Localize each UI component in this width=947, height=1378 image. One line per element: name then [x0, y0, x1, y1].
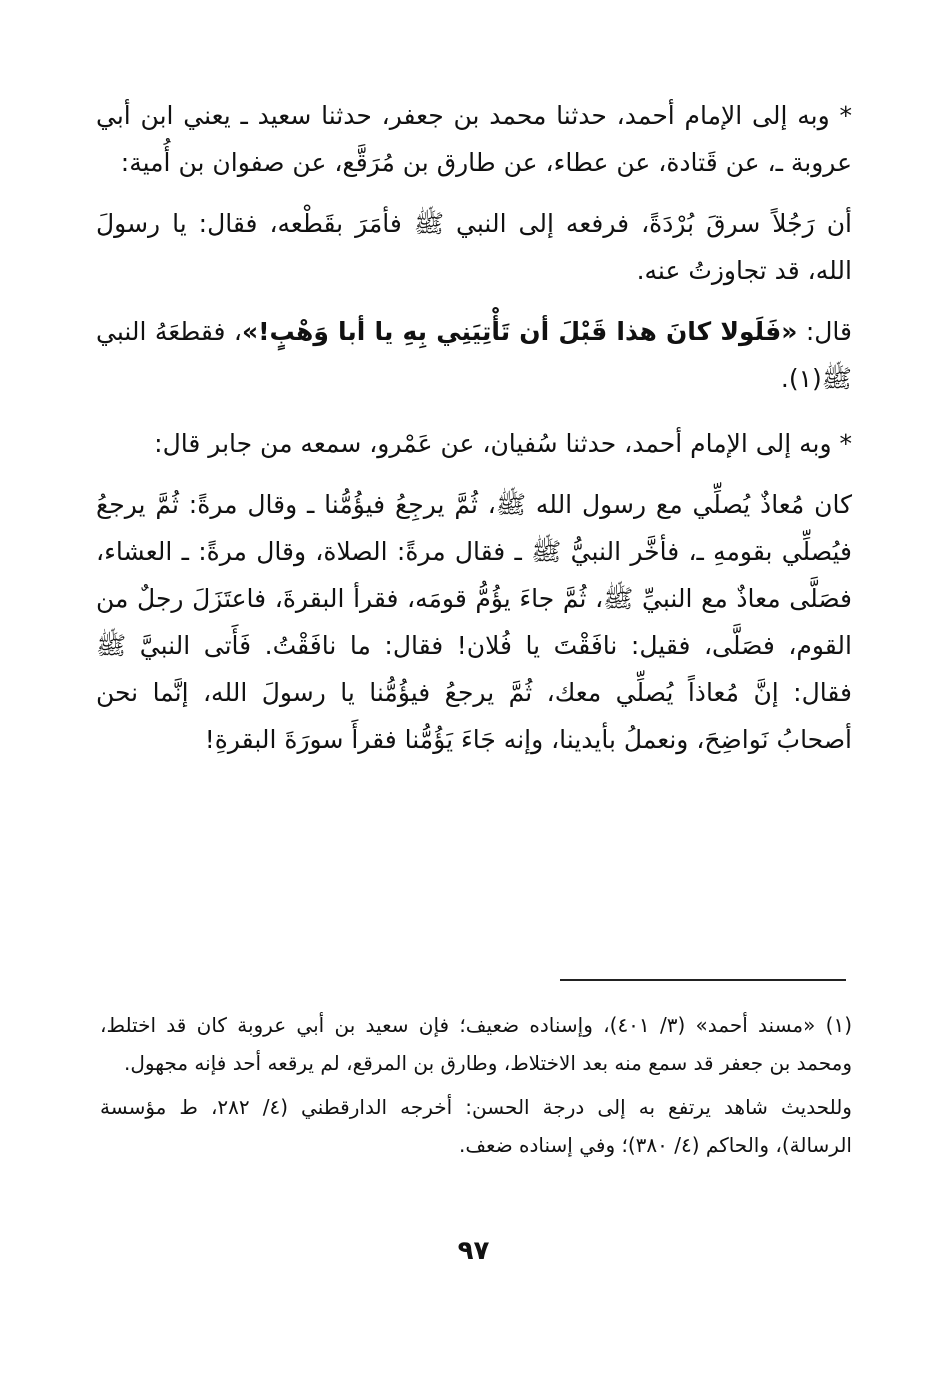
footnote-1: (١) «مسند أحمد» (٣/ ٤٠١)، وإسناده ضعيف؛ فإن سعيد بن أبي عروبة كان قد اختلط، ومحمد بن جعفر قد سمع منه بعد الاختلاط، وطارق بن المرقع، لم يرقعه أحد فإنه مجهول.	[100, 1013, 853, 1075]
page-number: ٩٧	[457, 1236, 490, 1266]
footnote-divider	[560, 979, 846, 981]
footnote-1-continuation: وللحديث شاهد يرتفع به إلى درجة الحسن: أخرجه الدارقطني (٤/ ٢٨٢، ط مؤسسة الرسالة)، والحاكم (٤/ ٣٨٠)؛ وفي إسناده ضعف.	[100, 1095, 852, 1157]
hadith-chain-paragraph-2: * وبه إلى الإمام أحمد، حدثنا سُفيان، عن عَمْرو، سمعه من جابر قال:	[154, 429, 852, 458]
main-text-block	[96, 92, 852, 763]
hadith-text-paragraph-2: كان مُعاذٌ يُصلِّي مع رسول الله ﷺ، ثُمَّ يرجِعُ فيؤُمُّنا ـ وقال مرةً: ثُمَّ يرجعُ فيُصلِّي بقومهِ ـ، فأخَّر النبيُّ ﷺ ـ فقال مرةً: الصلاة، وقال مرةً: ـ العشاء، فصَلَّى معاذٌ مع النبيِّ ﷺ، ثُمَّ جاءَ يؤُمُّ قومَه، فقرأ البقرةَ، فاعتَزَلَ رجلٌ من القوم، فصَلَّى، فقيل: نافَقْتَ يا فُلان! فقال: ما نافَقْتُ. فَأَتى النبيَّ ﷺ فقال: إنَّ مُعاذاً يُصلِّي معك، ثُمَّ يرجعُ فيؤُمُّنا يا رسولَ الله، إنَّما نحن أصحابُ نَواضِحَ، ونعملُ بأيدينا، وإنه جَاءَ يَؤُمُّنا فقرأَ سورَةَ البقرةِ!	[96, 490, 852, 754]
prophet-quote: «فَلَولا كانَ هذا قَبْلَ أن تَأْتِيَنِي بِهِ يا أبا وَهْبٍ!»	[241, 317, 798, 346]
hadith-quote-paragraph	[96, 308, 852, 402]
hadith-text-paragraph-1: أن رَجُلاً سرقَ بُرْدَةً، فرفعه إلى النبي ﷺ فأمَرَ بقَطْعه، فقال: يا رسولَ الله، قد تجاوزتُ عنه.	[96, 209, 852, 285]
quote-prefix: قال:	[797, 317, 852, 346]
quote-suffix: ، فقطعَهُ النبي ﷺ(١).	[96, 317, 852, 393]
hadith-chain-paragraph-1: * وبه إلى الإمام أحمد، حدثنا محمد بن جعفر، حدثنا سعيد ـ يعني ابن أبي عروبة ـ، عن قَتادة، عن عطاء، عن طارق بن مُرَقَّع، عن صفوان بن أُمية:	[96, 101, 852, 177]
footnotes-block	[100, 1006, 852, 1164]
